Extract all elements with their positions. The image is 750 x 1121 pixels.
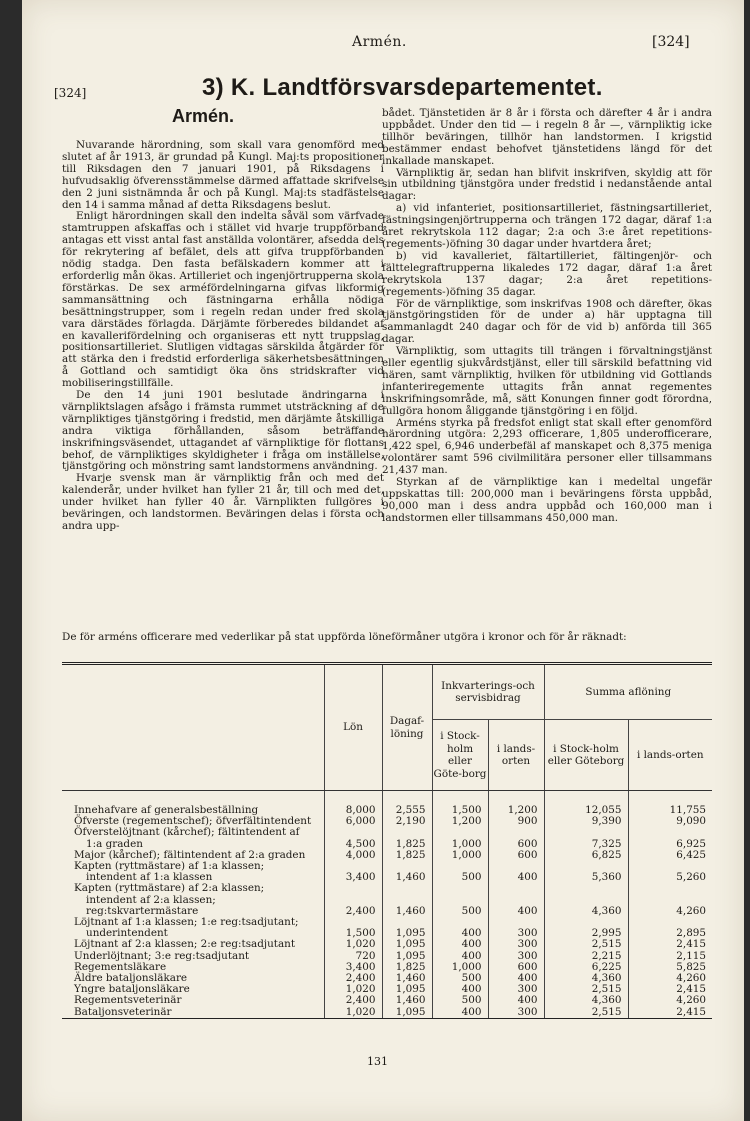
right-column	[382, 108, 712, 525]
table-row	[62, 791, 712, 817]
paragraph: Värnpliktig är, sedan han blifvit inskrifven, skyldig att för sin utbildning tjänstgöra under fredstid i nedanstående antal dagar:	[382, 166, 712, 203]
amount-cell: 6,925	[628, 827, 712, 849]
table-row	[62, 883, 712, 917]
salary-table-body	[62, 791, 712, 1018]
table-row	[62, 827, 712, 849]
amount-cell: 400	[432, 939, 488, 950]
header-inkvartering: Inkvarterings-och servisbidrag	[432, 665, 544, 720]
paragraph: För de värnpliktige, som inskrifvas 1908 och därefter, ökas tjänstgöringstiden för de under a) här upptagna till sammanlagdt 240 dagar och för de vid b) anförda till 365 dagar.	[382, 297, 712, 346]
amount-cell: 2,415	[628, 939, 712, 950]
paragraph: Arméns styrka på fredsfot enligt stat skall efter genomförd härordning utgöra: 2,293 officerare, 1,805 underofficerare, 1,422 spel, 6,946 underbefäl af manskapet och 8,375 meniga volontärer samt 596 civilmilitära personer eller tillsammans 21,437 man.	[382, 416, 712, 477]
table-row	[62, 917, 712, 939]
amount-cell: 1,460	[382, 883, 432, 917]
page-reference-left: [324]	[54, 86, 87, 100]
amount-cell: 1,020	[324, 984, 382, 995]
paragraph: bådet. Tjänstetiden är 8 år i första och därefter 4 år i andra uppbådet. Under den tid — i regeln 8 år —, värnpliktig icke tillhör beväringen, tillhör han landstormen. I krigstid bestämmer endast behofvet tjänstetidens längd för det inkallade manskapet.	[382, 107, 712, 167]
amount-cell: 400	[432, 917, 488, 939]
table-row	[62, 939, 712, 950]
amount-cell: 2,515	[544, 984, 628, 995]
rank-label: Bataljonsveterinär	[74, 1005, 172, 1018]
salary-table-wrapper	[62, 662, 712, 1019]
amount-cell: 2,995	[544, 917, 628, 939]
amount-cell: 2,400	[324, 883, 382, 917]
amount-cell: 11,755	[628, 791, 712, 817]
section-title: Armén.	[172, 106, 235, 126]
rank-label: Regementsläkare	[74, 960, 167, 973]
amount-cell: 300	[488, 1007, 544, 1018]
amount-cell: 600	[488, 850, 544, 861]
amount-cell: 2,400	[324, 973, 382, 984]
table-row	[62, 1007, 712, 1018]
amount-cell: 1,825	[382, 962, 432, 973]
amount-cell: 400	[488, 973, 544, 984]
amount-cell: 1,825	[382, 850, 432, 861]
amount-cell: 4,000	[324, 850, 382, 861]
amount-cell: 2,555	[382, 791, 432, 817]
rank-label: Öfverste (regementschef); öfverfältintendent	[74, 815, 312, 828]
department-title: 3) K. Landtförsvarsdepartementet.	[202, 74, 603, 101]
rank-label: Öfverstelöjtnant (kårchef); fältintendent af 1:a graden	[74, 826, 300, 850]
amount-cell: 400	[432, 1007, 488, 1018]
paragraph: a) vid infanteriet, positionsartilleriet, fästningsartilleriet, fästningsingenjörtrupperna och trängen 172 dagar, däraf 1:a året rekrytskola 112 dagar; 2:a och 3:e året repetitions-(regements-)öfning 30 dagar under hvartdera året;	[382, 202, 712, 250]
amount-cell: 1,000	[432, 850, 488, 861]
amount-cell: 1,000	[432, 962, 488, 973]
amount-cell: 6,825	[544, 850, 628, 861]
amount-cell: 4,260	[628, 883, 712, 917]
amount-cell: 400	[432, 984, 488, 995]
amount-cell: 1,095	[382, 1007, 432, 1018]
amount-cell: 2,415	[628, 984, 712, 995]
amount-cell: 500	[432, 973, 488, 984]
amount-cell: 1,200	[432, 816, 488, 827]
amount-cell: 300	[488, 984, 544, 995]
paragraph: Värnpliktig, som uttagits till trängen i förvaltningstjänst eller egentlig sjukvårdstjänst, eller till särskild befattning vid hären, samt värnpliktig, hvilken för utbildning vid Gottlands infanteriregemente uttagits från annat regementes inskrifningsområde, må, sätt Konungen finner godt förordna, fullgöra honom åliggande tjänstgöring i en följd.	[382, 345, 712, 417]
amount-cell: 1,500	[432, 791, 488, 817]
salary-table	[62, 665, 712, 1018]
amount-cell: 2,215	[544, 951, 628, 962]
amount-cell: 9,390	[544, 816, 628, 827]
amount-cell: 4,360	[544, 995, 628, 1006]
amount-cell: 5,825	[628, 962, 712, 973]
amount-cell: 1,020	[324, 1007, 382, 1018]
subheader-stockholm-a: i Stock-holm eller Göte-borg	[432, 720, 488, 791]
amount-cell: 6,000	[324, 816, 382, 827]
amount-cell: 500	[432, 861, 488, 883]
amount-cell: 300	[488, 917, 544, 939]
amount-cell: 9,090	[628, 816, 712, 827]
amount-cell: 4,360	[544, 883, 628, 917]
rank-label: Kapten (ryttmästare) af 2:a klassen; intendent af 2:a klassen; reg:tskvartermästare	[74, 882, 265, 917]
amount-cell: 3,400	[324, 962, 382, 973]
page-reference-right: [324]	[652, 34, 690, 50]
paragraph: Enligt härordningen skall den indelta såväl som värfvade stamtruppen afskaffas och i stället vid hvarje truppförband antagas ett visst antal fast anställda volontärer, afsedda dels för rekrytering af befälet, dels att gifva truppförbanden nödig stadga. Den fasta befälskadern kommer att i erforderlig mån ökas. Artilleriet och ingenjörtrupperna skola förstärkas. De sex arméfördelningarna gifvas likformig sammansättning och fästningarna erhålla nödiga besättningstrupper, som i regeln redan under fred skola vara därstädes förlagda. Därjämte förberedes bildandet af en kavallerifördelning och organiseras ett nytt truppslag, positionsartilleriet. Slutligen vidtagas särskilda åtgärder för att stärka den i fredstid erforderliga säkerhetsbesättningen å Gottland och samtidigt öka öns stridskrafter vid mobiliseringstillfälle.	[62, 210, 384, 390]
amount-cell: 2,515	[544, 939, 628, 950]
amount-cell: 1,825	[382, 827, 432, 849]
amount-cell: 600	[488, 962, 544, 973]
amount-cell: 4,360	[544, 973, 628, 984]
amount-cell: 1,020	[324, 939, 382, 950]
amount-cell: 2,400	[324, 995, 382, 1006]
amount-cell: 500	[432, 995, 488, 1006]
page-number: 131	[367, 1055, 388, 1068]
amount-cell: 1,460	[382, 861, 432, 883]
subheader-landsorten-b: i lands-orten	[628, 720, 712, 791]
paragraph: b) vid kavalleriet, fältartilleriet, fältingenjör- och fälttelegraftrupperna likaledes 172 dagar, däraf 1:a året rekrytskola 137 dagar; 2:a året repetitions-(regements-)öfning 35 dagar.	[382, 249, 712, 298]
amount-cell: 1,095	[382, 939, 432, 950]
header-dagafloning: Dagaf-löning	[382, 665, 432, 791]
running-header-title: Armén.	[352, 34, 407, 50]
amount-cell: 1,095	[382, 951, 432, 962]
amount-cell: 2,415	[628, 1007, 712, 1018]
amount-cell: 5,360	[544, 861, 628, 883]
rank-label: Äldre bataljonsläkare	[74, 972, 188, 985]
amount-cell: 1,500	[324, 917, 382, 939]
amount-cell: 4,500	[324, 827, 382, 849]
amount-cell: 2,895	[628, 917, 712, 939]
amount-cell: 400	[432, 951, 488, 962]
amount-cell: 6,225	[544, 962, 628, 973]
rank-label: Löjtnant af 1:a klassen; 1:e reg:tsadjutant; underintendent	[74, 916, 299, 940]
amount-cell: 400	[488, 861, 544, 883]
amount-cell: 900	[488, 816, 544, 827]
amount-cell: 600	[488, 827, 544, 849]
rank-label: Underlöjtnant; 3:e reg:tsadjutant	[74, 949, 250, 962]
amount-cell: 5,260	[628, 861, 712, 883]
rank-label: Regementsveterinär	[74, 994, 182, 1007]
amount-cell: 1,460	[382, 995, 432, 1006]
book-page	[22, 0, 744, 1121]
amount-cell: 4,260	[628, 995, 712, 1006]
rank-label: Löjtnant af 2:a klassen; 2:e reg:tsadjutant	[74, 938, 296, 951]
rank-label: Kapten (ryttmästare) af 1:a klassen; intendent af 1:a klassen	[74, 860, 265, 884]
amount-cell: 400	[488, 995, 544, 1006]
paragraph: Styrkan af de värnpliktige kan i medeltal ungefär uppskattas till: 200,000 man i beväringens första uppbåd, 90,000 man i dess andra uppbåd och 160,000 man i landstormen eller tillsammans 450,000 man.	[382, 476, 712, 524]
paragraph: Hvarje svensk man är värnpliktig från och med det kalenderår, under hvilket han fyller 21 år, till och med det, under hvilket han fyller 40 år. Värnplikten fullgöres i beväringen, och landstormen. Beväringen delas i första och andra upp-	[62, 472, 384, 532]
header-lon: Lön	[324, 665, 382, 791]
amount-cell: 2,515	[544, 1007, 628, 1018]
rank-label: Yngre bataljonsläkare	[74, 983, 190, 996]
left-column	[62, 140, 384, 533]
rank-label: Major (kårchef); fältintendent af 2:a graden	[74, 848, 306, 861]
rank-label: Innehafvare af generalsbeställning	[74, 804, 259, 816]
amount-cell: 720	[324, 951, 382, 962]
paragraph: De den 14 juni 1901 beslutade ändringarna i värnpliktslagen afsågo i främsta rummet utsträckning af de värnpliktiges tjänstgöring i fredstid, men därjämte åtskilliga andra viktiga förhållanden, såsom beträffande inskrifningsväsendet, uttagandet af värnpliktige för flottans behof, de värnpliktiges skyldigheter i fråga om inställelse, tjänstgöring och mönstring samt landstormens användning.	[62, 389, 384, 473]
amount-cell: 2,190	[382, 816, 432, 827]
amount-cell: 7,325	[544, 827, 628, 849]
table-intro: De för arméns officerare med vederlikar på stat uppförda löneförmåner utgöra i kronor och för år räknadt:	[62, 631, 627, 643]
header-title-column	[62, 665, 324, 791]
amount-cell: 1,095	[382, 917, 432, 939]
table-row	[62, 861, 712, 883]
amount-cell: 300	[488, 951, 544, 962]
amount-cell: 1,200	[488, 791, 544, 817]
amount-cell: 400	[488, 883, 544, 917]
amount-cell: 2,115	[628, 951, 712, 962]
amount-cell: 4,260	[628, 973, 712, 984]
subheader-stockholm-b: i Stock-holm eller Göteborg	[544, 720, 628, 791]
header-summa: Summa aflöning	[544, 665, 712, 720]
amount-cell: 300	[488, 939, 544, 950]
amount-cell: 12,055	[544, 791, 628, 817]
amount-cell: 1,460	[382, 973, 432, 984]
amount-cell: 8,000	[324, 791, 382, 817]
amount-cell: 1,000	[432, 827, 488, 849]
amount-cell: 500	[432, 883, 488, 917]
paragraph: Nuvarande härordning, som skall vara genomförd med slutet af år 1913, är grundad på Kungl. Maj:ts propositioner till Riksdagen den 7 januari 1901, på Riksdagens i hufvudsaklig öfverensstämmelse därmed affattade skrifvelse den 2 juni sistnämnda år och på Kungl. Maj:ts stadfästelse den 14 i samma månad af detta Riksdagens beslut.	[62, 139, 384, 211]
table-row	[62, 995, 712, 1006]
amount-cell: 1,095	[382, 984, 432, 995]
amount-cell: 3,400	[324, 861, 382, 883]
amount-cell: 6,425	[628, 850, 712, 861]
subheader-landsorten-a: i lands-orten	[488, 720, 544, 791]
